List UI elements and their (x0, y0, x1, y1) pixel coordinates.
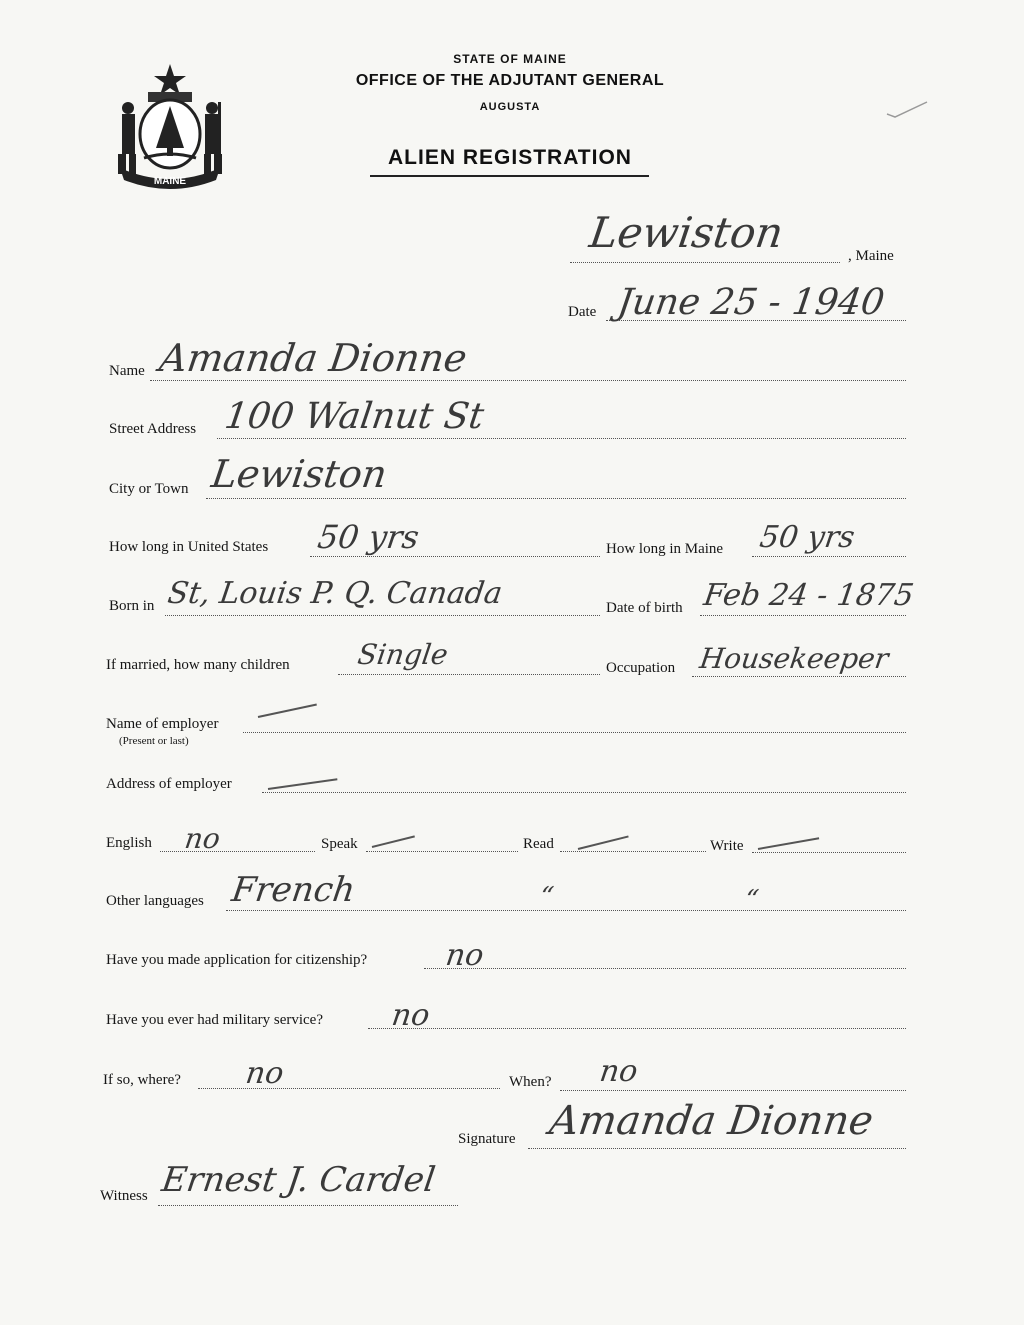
date-of-birth-value: Feb 24 - 1875 (701, 578, 916, 613)
how-long-maine-label: How long in Maine (606, 541, 724, 557)
maine-seal-icon (110, 62, 230, 190)
witness-label: Witness (100, 1188, 148, 1204)
if-married-label: If married, how many children (106, 657, 290, 673)
date-of-birth-line (700, 615, 906, 616)
maine-label: , Maine (848, 248, 894, 264)
date-of-birth-label: Date of birth (606, 600, 683, 616)
military-label: Have you ever had military service? (106, 1012, 323, 1028)
form-title: ALIEN REGISTRATION (388, 146, 632, 169)
address-of-employer-line (262, 792, 906, 793)
date-label: Date (568, 304, 597, 320)
when-value: no (597, 1054, 640, 1089)
name-line (150, 380, 906, 381)
write-line (752, 852, 906, 853)
signature-value: Amanda Dionne (546, 1098, 876, 1144)
citizenship-label: Have you made application for citizenship? (106, 952, 368, 968)
town-value: Lewiston (586, 208, 787, 257)
read-label: Read (523, 836, 554, 852)
military-line (368, 1028, 906, 1029)
when-label: When? (509, 1074, 552, 1090)
present-or-last-note: (Present or last) (119, 735, 189, 747)
occupation-line (692, 676, 906, 677)
other-languages-label: Other languages (106, 893, 204, 909)
read-line (560, 851, 706, 852)
english-value: no (182, 822, 223, 855)
citizenship-value: no (443, 938, 486, 973)
town-line (570, 262, 840, 263)
street-address-line (217, 438, 906, 439)
if-married-value: Single (355, 638, 450, 671)
title-underline (370, 175, 649, 177)
other-languages-ditto-1: “ (537, 882, 556, 912)
city-heading: AUGUSTA (479, 101, 541, 113)
name-value: Amanda Dionne (156, 336, 470, 380)
city-or-town-value: Lewiston (208, 452, 390, 496)
signature-label: Signature (458, 1131, 516, 1147)
read-check-mark (578, 835, 629, 850)
date-value: June 25 - 1940 (615, 282, 887, 323)
state-heading: STATE OF MAINE (453, 52, 567, 66)
born-in-label: Born in (109, 598, 155, 614)
military-value: no (389, 998, 432, 1033)
check-mark-icon (885, 100, 929, 118)
address-of-employer-label: Address of employer (106, 776, 232, 792)
occupation-label: Occupation (606, 660, 676, 676)
occupation-value: Housekeeper (697, 642, 891, 675)
city-or-town-label: City or Town (109, 481, 189, 497)
if-married-line (338, 674, 600, 675)
speak-line (366, 851, 518, 852)
how-long-maine-line (752, 556, 906, 557)
english-label: English (106, 835, 152, 851)
write-check-mark (758, 837, 819, 850)
how-long-us-value: 50 yrs (315, 518, 422, 556)
how-long-us-label: How long in United States (109, 539, 269, 555)
speak-label: Speak (321, 836, 358, 852)
other-languages-value: French (229, 870, 358, 910)
witness-value: Ernest J. Cardel (159, 1160, 438, 1200)
citizenship-line (424, 968, 906, 969)
city-or-town-line (206, 498, 906, 499)
office-heading: OFFICE OF THE ADJUTANT GENERAL (355, 72, 665, 89)
name-of-employer-label: Name of employer (106, 716, 219, 732)
witness-line (158, 1205, 458, 1206)
street-address-label: Street Address (109, 421, 197, 437)
address-dash-mark (268, 778, 338, 790)
if-so-where-value: no (243, 1056, 286, 1091)
other-languages-ditto-2: “ (742, 885, 761, 915)
when-line (560, 1090, 906, 1091)
if-so-where-label: If so, where? (103, 1072, 181, 1088)
street-address-value: 100 Walnut St (222, 396, 487, 437)
write-label: Write (710, 838, 744, 854)
born-in-value: St, Louis P. Q. Canada (165, 576, 505, 611)
seal-text: MAINE (153, 176, 187, 187)
name-label: Name (109, 363, 145, 379)
other-languages-line (226, 910, 906, 911)
how-long-us-line (310, 556, 600, 557)
born-in-line (165, 615, 600, 616)
employer-dash-mark (258, 704, 317, 718)
name-of-employer-line (243, 732, 906, 733)
how-long-maine-value: 50 yrs (757, 520, 857, 555)
speak-check-mark (372, 835, 415, 848)
signature-line (528, 1148, 906, 1149)
